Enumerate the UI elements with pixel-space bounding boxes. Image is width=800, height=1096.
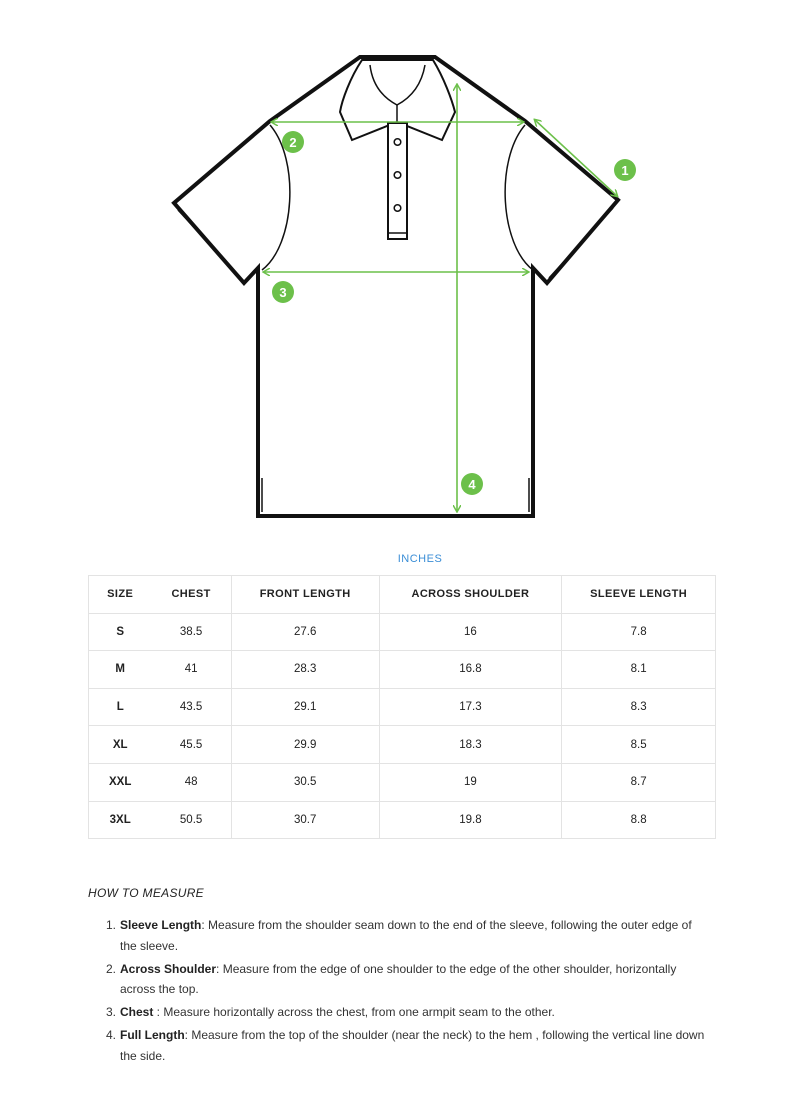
marker-3-badge <box>272 281 294 303</box>
svg-text:2: 2 <box>289 135 297 150</box>
header-sleeve-length: SLEEVE LENGTH <box>562 576 716 614</box>
button-1 <box>394 139 401 146</box>
size-cell: M <box>89 651 152 689</box>
list-item-term: Across Shoulder <box>120 961 217 976</box>
sleeve-length-cell: 8.1 <box>562 651 716 689</box>
chest-cell: 50.5 <box>151 801 231 839</box>
chest-cell: 45.5 <box>151 726 231 764</box>
list-item-number: 1. <box>106 918 117 932</box>
list-item-term: Chest <box>120 1005 154 1019</box>
header-size: SIZE <box>89 576 152 614</box>
size-cell: L <box>89 688 152 726</box>
front-length-cell: 30.5 <box>231 763 379 801</box>
front-length-cell: 29.9 <box>231 726 379 764</box>
size-cell: 3XL <box>89 801 152 839</box>
how-to-measure-list <box>106 915 710 1069</box>
list-item-separator: : <box>201 918 205 932</box>
list-item-text: Measure from the shoulder seam down to the end of the sleeve, following the outer edge of the sleeve. <box>120 918 692 953</box>
header-across-shoulder: ACROSS SHOULDER <box>379 576 562 614</box>
table-row <box>89 763 716 801</box>
list-item-text: Measure horizontally across the chest, from one armpit seam to the other. <box>160 1005 555 1019</box>
sleeve-length-cell: 8.8 <box>562 801 716 839</box>
size-cell: XL <box>89 726 152 764</box>
header-front-length: FRONT LENGTH <box>231 576 379 614</box>
size-cell: S <box>89 613 152 651</box>
svg-text:3: 3 <box>279 285 287 300</box>
across-shoulder-cell: 16.8 <box>379 651 562 689</box>
svg-text:1: 1 <box>621 163 629 178</box>
sleeve-length-cell: 8.3 <box>562 688 716 726</box>
size-cell: XXL <box>89 763 152 801</box>
list-item-number: 3. <box>106 1005 117 1019</box>
front-length-cell: 30.7 <box>231 801 379 839</box>
chest-cell: 48 <box>151 763 231 801</box>
list-item-text: Measure from the edge of one shoulder to the edge of the other shoulder, horizontally across the top. <box>120 961 677 996</box>
unit-label: INCHES <box>397 553 443 565</box>
marker-2-badge <box>282 131 304 153</box>
marker-1-badge <box>614 159 636 181</box>
list-item-number: 4. <box>106 1028 117 1042</box>
list-item-term: Sleeve Length <box>120 918 202 932</box>
across-shoulder-cell: 18.3 <box>379 726 562 764</box>
table-row <box>89 651 716 689</box>
front-length-cell: 27.6 <box>231 613 379 651</box>
list-item-separator: : <box>184 1028 188 1042</box>
placket <box>388 123 407 239</box>
size-chart-table <box>88 575 716 839</box>
list-item <box>106 959 710 1000</box>
front-length-cell: 28.3 <box>231 651 379 689</box>
across-shoulder-cell: 16 <box>379 613 562 651</box>
chest-cell: 43.5 <box>151 688 231 726</box>
button-2 <box>394 172 401 179</box>
sleeve-length-cell: 7.8 <box>562 613 716 651</box>
chest-cell: 41 <box>151 651 231 689</box>
list-item-number: 2. <box>106 961 117 976</box>
table-row <box>89 688 716 726</box>
across-shoulder-cell: 19 <box>379 763 562 801</box>
list-item <box>106 1025 710 1066</box>
polo-shirt-diagram <box>0 0 800 540</box>
table-row <box>89 726 716 764</box>
list-item-separator: : <box>216 961 220 976</box>
table-header-row <box>89 576 716 614</box>
header-chest: CHEST <box>151 576 231 614</box>
list-item-term: Full Length <box>120 1028 185 1042</box>
list-item <box>106 1002 710 1023</box>
button-3 <box>394 205 401 212</box>
sleeve-length-cell: 8.7 <box>562 763 716 801</box>
table-row <box>89 613 716 651</box>
front-length-cell: 29.1 <box>231 688 379 726</box>
how-to-measure-title: HOW TO MEASURE <box>88 886 204 900</box>
chest-cell: 38.5 <box>151 613 231 651</box>
svg-text:4: 4 <box>468 477 476 492</box>
list-item <box>106 915 710 956</box>
list-item-separator: : <box>153 1005 161 1019</box>
sleeve-length-cell: 8.5 <box>562 726 716 764</box>
table-row <box>89 801 716 839</box>
list-item-text: Measure from the top of the shoulder (near the neck) to the hem , following the vertical line down the side. <box>120 1028 705 1063</box>
across-shoulder-cell: 17.3 <box>379 688 562 726</box>
marker-4-badge <box>461 473 483 495</box>
across-shoulder-cell: 19.8 <box>379 801 562 839</box>
